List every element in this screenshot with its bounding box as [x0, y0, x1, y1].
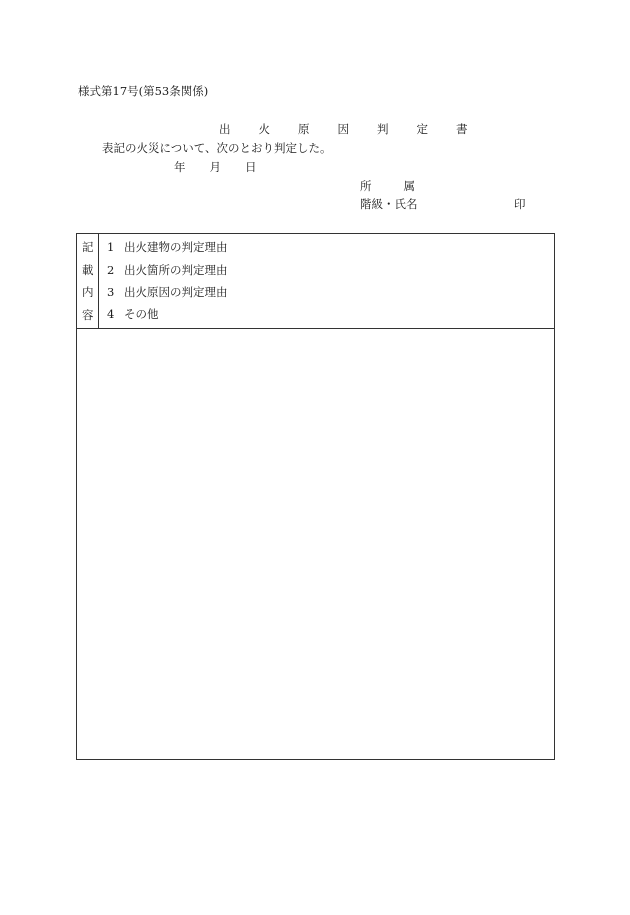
item-number: 2 [107, 263, 115, 277]
vertical-label-char: 記 [82, 240, 94, 254]
vertical-label-char: 載 [82, 263, 94, 277]
document-title [219, 124, 468, 136]
date-month-label: 月 [209, 160, 221, 174]
intro-text: 表記の火災について、次のとおり判定した。 [102, 141, 332, 155]
item-number: 3 [107, 285, 115, 299]
item-text: 出火原因の判定理由 [124, 285, 228, 299]
list-item [107, 309, 159, 321]
rank-name-label: 階級・氏名 [360, 197, 418, 211]
content-table [76, 233, 555, 760]
item-text: その他 [124, 307, 159, 321]
title-char: 因 [337, 122, 349, 136]
form-number: 様式第17号(第53条関係) [78, 84, 209, 98]
table-header-row [77, 234, 554, 329]
item-text: 出火箇所の判定理由 [124, 263, 228, 277]
item-number: 4 [107, 307, 115, 321]
list-item [107, 287, 228, 299]
affiliation-char: 所 [360, 179, 372, 193]
item-number: 1 [107, 240, 115, 254]
affiliation-label [360, 181, 415, 193]
title-char: 定 [416, 122, 428, 136]
vertical-label-char: 内 [82, 285, 94, 299]
title-char: 出 [219, 122, 231, 136]
list-item [107, 265, 228, 277]
item-text: 出火建物の判定理由 [124, 240, 228, 254]
date-line [174, 162, 257, 174]
date-year-label: 年 [174, 160, 186, 174]
list-item [107, 242, 228, 254]
title-char: 書 [456, 122, 468, 136]
date-day-label: 日 [245, 160, 257, 174]
vertical-label-char: 容 [82, 308, 94, 322]
affiliation-char: 属 [403, 179, 415, 193]
content-vertical-label [77, 234, 99, 328]
title-char: 原 [298, 122, 310, 136]
content-body-area[interactable] [77, 329, 554, 759]
title-char: 火 [258, 122, 270, 136]
seal-label: 印 [514, 197, 526, 211]
title-char: 判 [377, 122, 389, 136]
